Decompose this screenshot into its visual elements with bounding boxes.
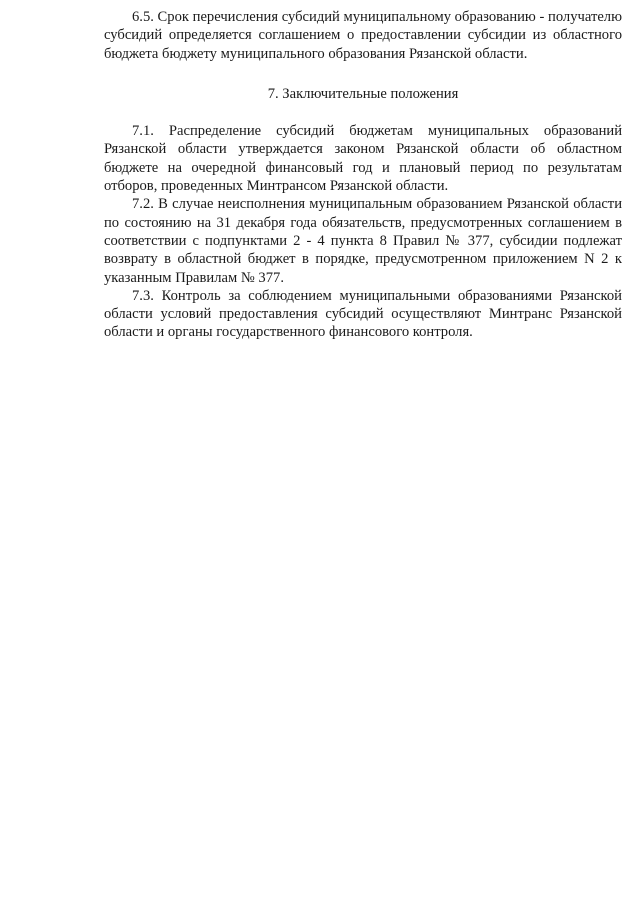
paragraph-7-3: 7.3. Контроль за соблюдением муниципальными образованиями Рязанской области условий предоставления субсидий осуществляют Минтранс Рязанской области и органы государственного финансового контроля. (104, 287, 622, 341)
paragraph-7-1: 7.1. Распределение субсидий бюджетам муниципальных образований Рязанской области утверждается законом Рязанской области об областном бюджете на очередной финансовый год и плановый период по результатам отборов, проведенных Минтрансом Рязанской области. (104, 123, 622, 195)
paragraph-7-2: 7.2. В случае неисполнения муниципальным образованием Рязанской области по состоянию на 31 декабря года обязательств, предусмотренных соглашением в соответствии с подпунктами 2 - 4 пункта 8 Правил № 377, субсидии подлежат возврату в областной бюджет в порядке, предусмотренном приложением N 2 к указанным Правилам № 377. (104, 196, 622, 286)
section-7-heading: 7. Заключительные положения (267, 85, 459, 102)
document-body (104, 8, 622, 342)
paragraph-6-5: 6.5. Срок перечисления субсидий муниципальному образованию - получателю субсидий определяется соглашением о предоставлении субсидии из областного бюджета бюджету муниципального образования Рязанской области. (104, 9, 622, 62)
